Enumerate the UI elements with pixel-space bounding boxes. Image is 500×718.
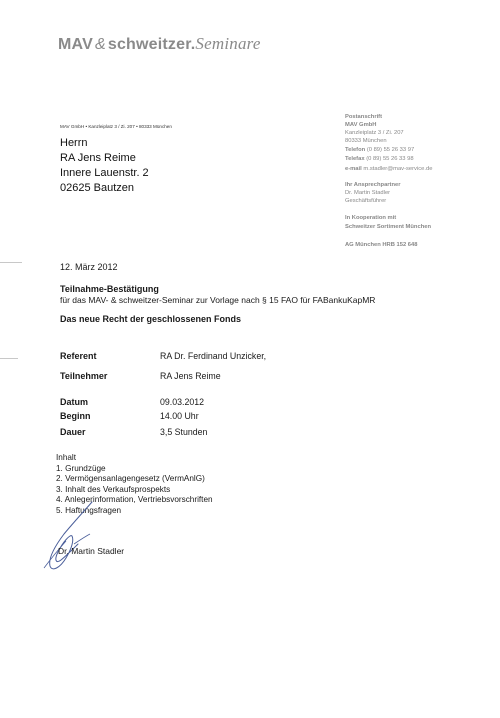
sidebar-email-row	[345, 165, 432, 173]
logo-schweitzer: schweitzer.	[107, 36, 196, 53]
referent-label: Referent	[60, 351, 97, 361]
teilnehmer-value: RA Jens Reime	[160, 371, 221, 381]
datum-value: 09.03.2012	[160, 397, 205, 407]
recipient-street: Innere Lauenstr. 2	[60, 167, 149, 179]
contents-item: 3. Inhalt des Verkaufsprospekts	[56, 484, 171, 494]
seminar-title: Das neue Recht der geschlossenen Fonds	[60, 314, 242, 324]
logo-ampersand: &	[94, 36, 106, 53]
signature-name: Dr. Martin Stadler	[58, 546, 125, 556]
contents-item: 2. Vermögensanlagengesetz (VermAnlG)	[56, 474, 205, 483]
phone-label: Telefon	[345, 147, 366, 153]
sidebar-fax-row	[345, 155, 414, 163]
fold-mark-top	[0, 262, 22, 263]
teilnehmer-label: Teilnehmer	[60, 371, 108, 381]
email-label: e-mail	[345, 166, 362, 172]
dauer-value: 3,5 Stunden	[160, 427, 208, 437]
sidebar-company: MAV GmbH	[345, 122, 377, 128]
recipient-salutation: Herrn	[60, 137, 88, 149]
phone-value: (0 89) 55 26 33 97	[366, 147, 415, 153]
contents-item: 5. Haftungsfragen	[56, 505, 122, 515]
contents-heading: Inhalt	[56, 453, 77, 462]
certificate-subtitle: für das MAV- & schweitzer-Seminar zur Vorlage nach § 15 FAO für FABankuKapMR	[60, 295, 376, 305]
logo-mav: MAV	[58, 36, 93, 53]
handwritten-signature	[30, 500, 120, 580]
sidebar-register: AG München HRB 152 648	[345, 242, 418, 248]
sidebar-street: Kanzleiplatz 3 / Zi. 207	[345, 130, 404, 136]
beginn-label: Beginn	[60, 411, 91, 421]
recipient-name: RA Jens Reime	[60, 152, 136, 164]
contents-item: 1. Grundzüge	[56, 463, 106, 473]
fax-label: Telefax	[345, 156, 365, 162]
sidebar-phone-row	[345, 146, 414, 154]
email-value: m.stadler@mav-service.de	[363, 166, 433, 172]
datum-label: Datum	[60, 397, 89, 407]
sender-line: MAV GmbH • Kanzleiplatz 3 / Zi. 207 • 80333 München	[60, 124, 172, 129]
sidebar-city: 80333 München	[345, 138, 387, 144]
referent-value: RA Dr. Ferdinand Unzicker,	[160, 351, 267, 361]
sidebar-contact-name: Dr. Martin Stadler	[345, 190, 391, 196]
sidebar-coop-heading: In Kooperation mit	[345, 215, 397, 221]
fold-mark-middle	[0, 358, 18, 359]
sidebar-contact-heading: Ihr Ansprechpartner	[345, 182, 401, 188]
sidebar-coop-name: Schweitzer Sortiment München	[345, 224, 431, 230]
beginn-value: 14.00 Uhr	[160, 411, 199, 421]
certificate-title: Teilnahme-Bestätigung	[60, 284, 159, 294]
sidebar-post-heading: Postanschrift	[345, 114, 383, 120]
fax-value: (0 89) 55 26 33 98	[366, 156, 414, 162]
logo-seminare: Seminare	[195, 34, 261, 53]
letter-date: 12. März 2012	[60, 262, 118, 272]
sidebar-contact-role: Geschäftsführer	[345, 198, 387, 204]
company-logo	[58, 34, 261, 54]
contents-item: 4. Anlegerinformation, Vertriebsvorschriften	[56, 495, 213, 504]
recipient-city: 02625 Bautzen	[60, 182, 135, 194]
dauer-label: Dauer	[60, 427, 86, 437]
